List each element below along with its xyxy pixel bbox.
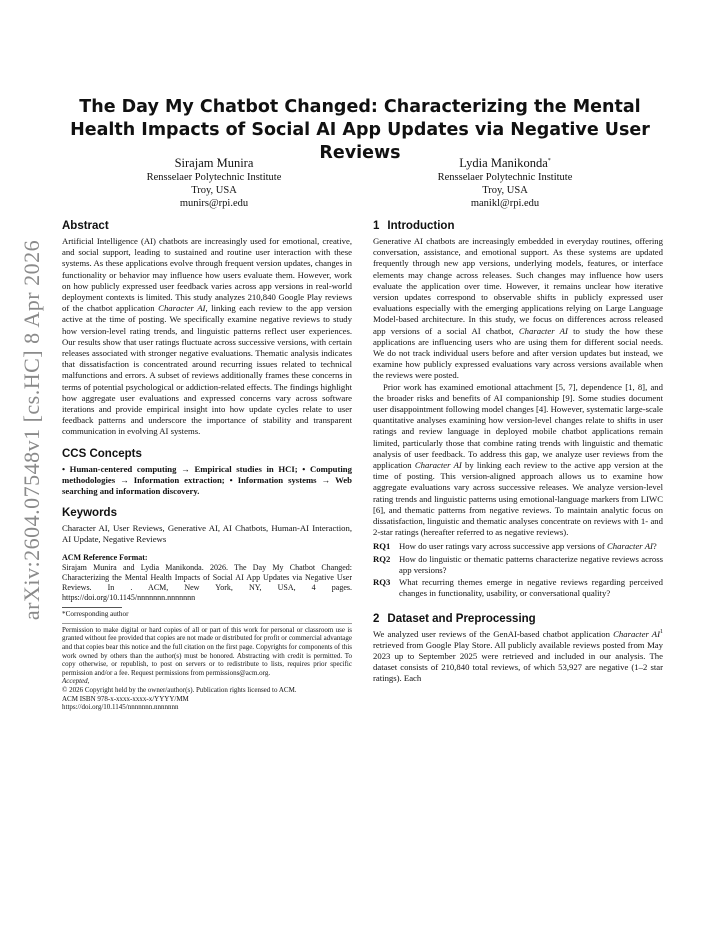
keywords-text: Character AI, User Reviews, Generative AI, AI Chatbots, Human-AI Interaction, AI Update, Negative Reviews [62,523,352,545]
author-name: Lydia Manikonda* [459,156,551,170]
author-marker: * [547,157,551,164]
intro-heading: 1 Introduction [373,220,455,232]
keywords-heading: Keywords [62,507,117,520]
dataset-paragraph: We analyzed user reviews of the GenAI-based chatbot application Character $AI^1$ retrieved from Google Play Store. All publicly available reviews posted from May 2023 up to September 2025 were retrieved and included in our analysis. The dataset consists of 210,840 total reviews, of which 53,927 are negative (1–2 star ratings). Each [373,628,663,684]
acm-reference-heading: ACM Reference Format: [62,552,148,562]
author-affiliation: Rensselaer Polytechnic Institute [146,172,282,183]
author-affiliation: Rensselaer Polytechnic Institute [437,172,573,183]
ccs-heading: CCS Concepts [62,447,142,460]
copyright-line: © 2026 Copyright held by the owner/author(s). Publication rights licensed to ACM. [62,686,297,695]
isbn-line: ACM ISBN 978-x-xxxx-xxxx-x/YYYY/MM [62,694,189,703]
intro-paragraph-1: Generative AI chatbots are increasingly embedded in everyday routines, offering conversation, assistance, and emotional support. As these systems are updated frequently through new app versions, underlying models, features, or interface elements may change across releases. Such changes may influence how users evaluate the application over time. However, it remains unclear how iterative version updates correspond to observable shifts in publicly expressed user evaluations especially with the emerging applications relying on Large Language Model-based architecture. In this study, we focus on differences across released app versions of a social AI chatbot, Character AI to study the how these applications are influencing users who are using them for different social needs. We do not track individual users before and after version updates but instead, we examine how publicly expressed evaluations vary across versions available when the reviews were posted. [373,236,663,381]
permission-text: Permission to make digital or hard copies of all or part of this work for personal or classroom use is granted without fee provided that copies are not made or distributed for profit or commercial advantage and that copies bear this notice and the full citation on the first page. Copyrights for components of this work owned by others than the author(s) must be honored. Abstracting with credit is permitted. To copy otherwise, or republish, to post on servers or to redistribute to lists, requires prior specific permission and/or a fee. Request permissions from permissions@acm.org. [62,625,352,677]
right-column [373,219,663,685]
arxiv-stamp [12,190,52,670]
author-email: manikl@rpi.edu [470,198,540,209]
footnote-rule [62,607,122,608]
research-question-2: RQ2 How do linguistic or thematic patterns characterize negative reviews across app versions? [373,553,663,575]
ccs-text: • Human-centered computing → Empirical studies in HCI; • Computing methodologies → Information extraction; • Information systems → Web searching and information discovery. [62,463,352,497]
author-location: Troy, USA [191,185,237,196]
app-name: Character AI [518,325,568,336]
footnote-marker: 1 [659,628,663,635]
author-block-2 [375,156,635,210]
abstract-text: Artificial Intelligence (AI) chatbots are increasingly used for emotional, creative, and social support, leading to sustained and routine user interaction with these systems. As these applications evolve through frequent version updates, changes in functionality or behavior may influence how users evaluate them. However, work on how publicly expressed user feedback varies across app versions in real-world deployment contexts is limited. This study analyzes 210,840 Google Play reviews of the chatbot application Character AI, linking each review to the app version active at the time of posting. We specifically examine negative reviews to study how version-level rating trends, and linguistic patterns reflect user experiences. Our results show that user ratings fluctuate across successive versions, with certain releases associated with stronger negative evaluations. Thematic analysis indicates that dissatisfaction is concentrated around recurring issues related to technical malfunctions and errors. A subset of reviews additionally frames these concerns in terms of potential psychological or addiction-related effects. The findings highlight how aggregate user evaluations and expressed concerns vary across software iterations and provide empirical insight into how update cycles relate to user feedback patterns and underscore the importance of stability and transparent communication in evolving AI systems. [62,236,352,437]
doi-line: https://doi.org/10.1145/nnnnnnn.nnnnnnn [62,703,179,712]
dataset-heading: 2 Dataset and Preprocessing [373,612,536,625]
author-name: Sirajam Munira [174,156,254,170]
abstract-heading: Abstract [62,220,109,232]
author-location: Troy, USA [482,185,528,196]
permission-rule [62,623,352,624]
intro-paragraph-2: Prior work has examined emotional attachment [5, 7], dependence [1, 8], and the broader risks and benefits of AI companionship [9]. Some studies document user disappointment following model changes [4]. However, systematic large-scale quantitative analyses examining how version-level changes relate to shifts in user ratings and review language in deployed mobile chatbot applications remain limited, particularly those that combine rating trends with linguistic and thematic analysis of user feedback. To address this gap, we analyze user reviews from the application Character AI by linking each review to the active app version at the time of posting. This version-aligned approach allows us to examine how aggregate evaluations vary across successive releases. We analyze version-level rating trends and linguistic patterns using emotional-language markers from LIWC [6], and thematic patterns from negative reviews. To maintain analytic focus on dissatisfaction, linguistic and thematic analyses concentrate on reviews with 1- and 2-star ratings (hereafter referred to as negative reviews). [373,381,663,538]
author-block-1 [84,156,344,210]
research-question-3: RQ3 What recurring themes emerge in negative reviews regarding perceived changes in functionality, usability, or conversational quality? [373,577,663,599]
left-column [62,219,352,712]
paper-title: The Day My Chatbot Changed: Characterizing the Mental Health Impacts of Social AI App Updates via Negative User Reviews [70,97,650,163]
arxiv-stamp-text: arXiv:2604.07548v1 [cs.HC] 8 Apr 2026 [19,239,44,621]
accepted-line: Accepted, [62,677,90,686]
app-name: Character AI [158,303,206,314]
app-name: Character AI [414,460,462,471]
corresponding-author-note: *Corresponding author [62,609,129,618]
author-email: munirs@rpi.edu [179,198,249,209]
acm-reference-text: Sirajam Munira and Lydia Manikonda. 2026. The Day My Chatbot Changed: Characterizing the Mental Health Impacts of Social AI App Updates via Negative User Reviews. In . ACM, New York, NY, USA, 4 pages. https://doi.org/10.1145/nnnnnnn.nnnnnnn [62,562,352,602]
research-question-1: RQ1 How do user ratings vary across successive app versions of Character AI? [373,541,657,552]
